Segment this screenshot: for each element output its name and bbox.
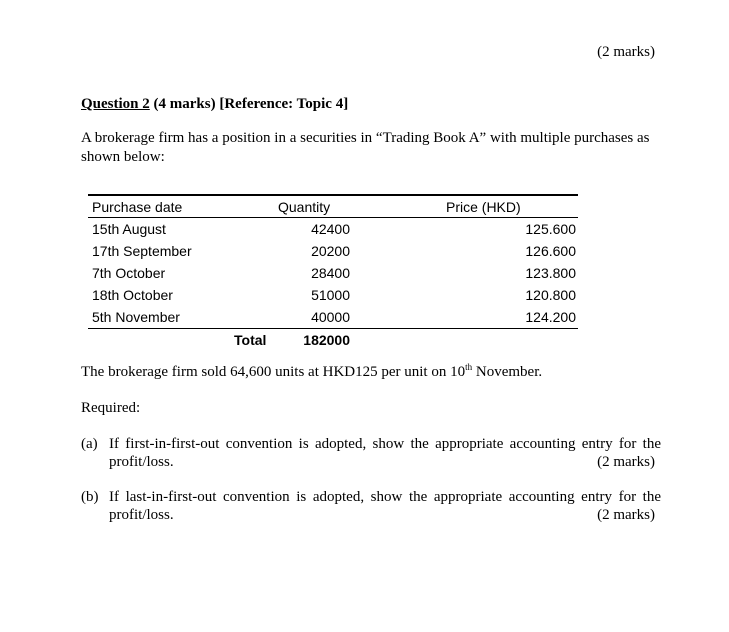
header-price: Price (HKD) [446, 199, 521, 215]
price-cell: 123.800 [525, 265, 576, 281]
table-row [88, 262, 578, 284]
quantity-cell: 40000 [311, 309, 350, 325]
question-number: Question 2 [81, 96, 150, 112]
part-a-label: (a) [81, 436, 98, 452]
quantity-cell: 20200 [311, 243, 350, 259]
table-row [88, 284, 578, 306]
price-cell: 120.800 [525, 287, 576, 303]
part-b-marks: (2 marks) [597, 507, 655, 523]
question-intro: A brokerage firm has a position in a securities in “Trading Book A” with multiple purchases as shown below: [81, 130, 650, 165]
purchase-date-cell: 17th September [92, 243, 192, 259]
table-row [88, 240, 578, 262]
sale-month: November. [472, 364, 543, 380]
part-a [81, 435, 661, 475]
question-marks-reference: (4 marks) [Reference: Topic 4] [149, 96, 349, 112]
purchase-date-cell: 5th November [92, 309, 180, 325]
part-b [81, 488, 661, 528]
required-label: Required: [81, 400, 141, 416]
part-a-text: If first-in-first-out convention is adopted, show the appropriate accounting entry for the profit/loss. [109, 436, 661, 470]
purchase-date-cell: 7th October [92, 265, 166, 281]
sale-statement [81, 364, 542, 381]
table-row [88, 218, 578, 240]
total-quantity: 182000 [303, 332, 350, 348]
quantity-cell: 28400 [311, 265, 350, 281]
quantity-cell: 42400 [311, 221, 350, 237]
purchase-date-cell: 18th October [92, 287, 173, 303]
total-label: Total [234, 332, 267, 348]
header-quantity: Quantity [278, 199, 331, 215]
part-b-label: (b) [81, 489, 99, 505]
previous-question-marks: (2 marks) [597, 44, 655, 60]
table-total-row [88, 329, 578, 351]
part-b-text: If last-in-first-out convention is adopted, show the appropriate accounting entry for the profit/loss. [109, 489, 661, 523]
quantity-cell: 51000 [311, 287, 350, 303]
price-cell: 125.600 [525, 221, 576, 237]
purchase-date-cell: 15th August [92, 221, 166, 237]
sale-date-suffix: th [465, 362, 473, 372]
part-a-marks: (2 marks) [597, 454, 655, 470]
table-row [88, 306, 578, 328]
price-cell: 126.600 [525, 243, 576, 259]
question-heading [81, 96, 348, 113]
header-purchase-date: Purchase date [92, 199, 183, 215]
table-header-row [88, 196, 578, 218]
sale-text: The brokerage firm sold 64,600 units at HKD125 per unit on 10 [81, 364, 466, 380]
price-cell: 124.200 [525, 309, 576, 325]
